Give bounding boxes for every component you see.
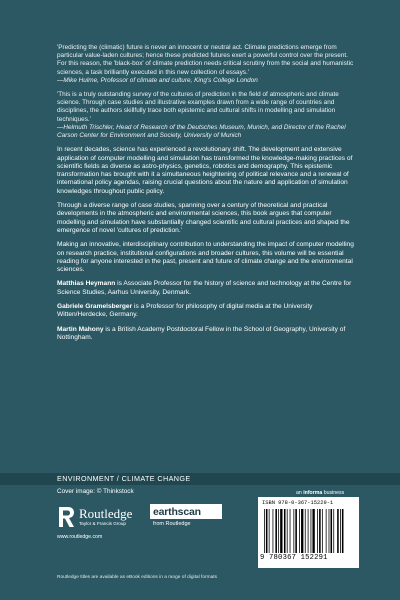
routledge-logo [57,504,143,548]
barcode-bar [317,509,318,553]
barcode-bar [284,509,286,553]
author-name: Martin Mahony [57,325,104,333]
blurb-paragraph: Through a diverse range of case studies, spanning over a century of theoretical and practical developments in the atmospheric and environmental sciences, this book argues that computer modelling and simulation have substantially changed scientific and cultural practices and shaped the emergence of novel 'cultures of prediction.' [57,202,350,234]
cover-image-credit: Cover image: © Thinkstock [57,488,134,495]
barcode-bar [269,509,270,553]
barcode-bar [311,509,312,553]
barcode-bar [308,509,309,553]
cover-text [57,44,357,348]
endorsement-quote [57,91,357,140]
barcode-bar [295,509,297,553]
quote-attribution: —Mike Hulme, Professor of climate and culture, King's College London [57,76,258,84]
author-bio-text: is Associate Professor for the history of science and technology at the Centre for Science Studies, Aarhus University, Denmark. [57,280,352,296]
author-bio-text: is a British Academy Postdoctoral Fellow in the School of Geography, University of Nottingham. [57,325,346,341]
blurb-paragraph: Making an innovative, interdisciplinary contribution to understanding the impact of computer modelling on research practice, institutional configurations and broader cultures, this volume will be essential reading for anyone interested in the past, present and future of climate change and the environmental sciences. [57,241,354,274]
barcode-number: 9 780367 152291 [260,554,328,562]
informa-business-tag [296,490,344,496]
barcode-bar [273,509,274,553]
author-bio-text: is a Professor for philosophy of digital media at the University Witten/Herdecke, Germany. [57,302,313,319]
publisher-logos [57,500,357,570]
informa-prefix: an [296,490,304,496]
barcode-bar [275,509,277,553]
barcode-bars [264,509,352,553]
quote-text: 'This is a truly outstanding survey of the cultures of prediction in the field of atmospheric and climate science. Through case studies and illustrative examples drawn from a wide range of countries and disciplines, the authors skillfully trace both epistemic and cultural shifts in modelling and simulation techniques.' [57,91,339,123]
barcode-bar [299,509,300,553]
barcode-bar [326,509,327,553]
earthscan-logo [150,504,222,534]
barcode-bar [287,509,288,553]
author-bio [57,303,357,320]
routledge-url: www.routledge.com [57,534,103,540]
barcode-bar [333,509,334,553]
barcode-bar [264,509,265,553]
barcode-bar [319,509,321,553]
quote-text: 'Predicting the (climatic) future is never an innocent or neutral act. Climate predictions emerge from particular value-laden cultures; hence these predicted futures exert a powerful control over the present. For this reason, the 'black-box' of climate prediction needs critical scrutiny from the social and humanistic sciences, a task brilliantly executed in this new collection of essays.' [57,44,354,76]
ebook-footer-note: Routledge titles are available as eBook editions in a range of digital formats [57,575,217,580]
barcode-bar [280,509,282,553]
barcode-bar [290,509,291,553]
author-name: Matthias Heymann [57,280,116,288]
barcode-bar [331,509,333,553]
informa-brand: informa [303,490,323,496]
barcode-bar [301,509,303,553]
barcode-bar [305,509,306,553]
earthscan-subtitle: from Routledge [153,521,191,527]
informa-suffix: business [322,490,345,496]
author-bio [57,326,357,343]
blurb-paragraph: In recent decades, science has experienced a revolutionary shift. The development and extensive application of computer modelling and simulation has transformed the knowledge-making practices of scientific fields as diverse as astro-physics, genetics, robotics and demography. This epistemic transformation has brought with it a simultaneous heightening of political relevance and a renewal of international policy agendas, raising crucial questions about the nature and application of simulation knowledges throughout public policy. [57,146,353,195]
isbn-label: ISBN 978-0-367-15229-1 [262,500,334,506]
earthscan-name: earthscan [150,504,222,519]
barcode-bar [278,509,279,553]
barcode-bar [337,509,339,553]
barcode-bar [340,509,341,553]
barcode-bar [266,509,268,553]
author-bio [57,280,357,297]
subject-category: ENVIRONMENT / CLIMATE CHANGE [57,474,191,483]
routledge-subtitle: Taylor & Francis Group [79,521,126,526]
barcode [258,497,359,568]
barcode-bar [312,509,314,553]
quote-attribution: —Helmuth Trischler, Head of Research of the Deutsches Museum, Munich, and Director of the Rachel Carson Center for Environment and Society, University of Munich [57,123,346,140]
routledge-name: Routledge [79,506,133,521]
barcode-bar [342,509,344,553]
routledge-r-icon [57,506,75,528]
author-name: Gabriele Gramelsberger [57,302,133,310]
barcode-bar [322,509,323,553]
barcode-bar [293,509,294,553]
endorsement-quote [57,44,357,85]
barcode-bar [329,509,330,553]
